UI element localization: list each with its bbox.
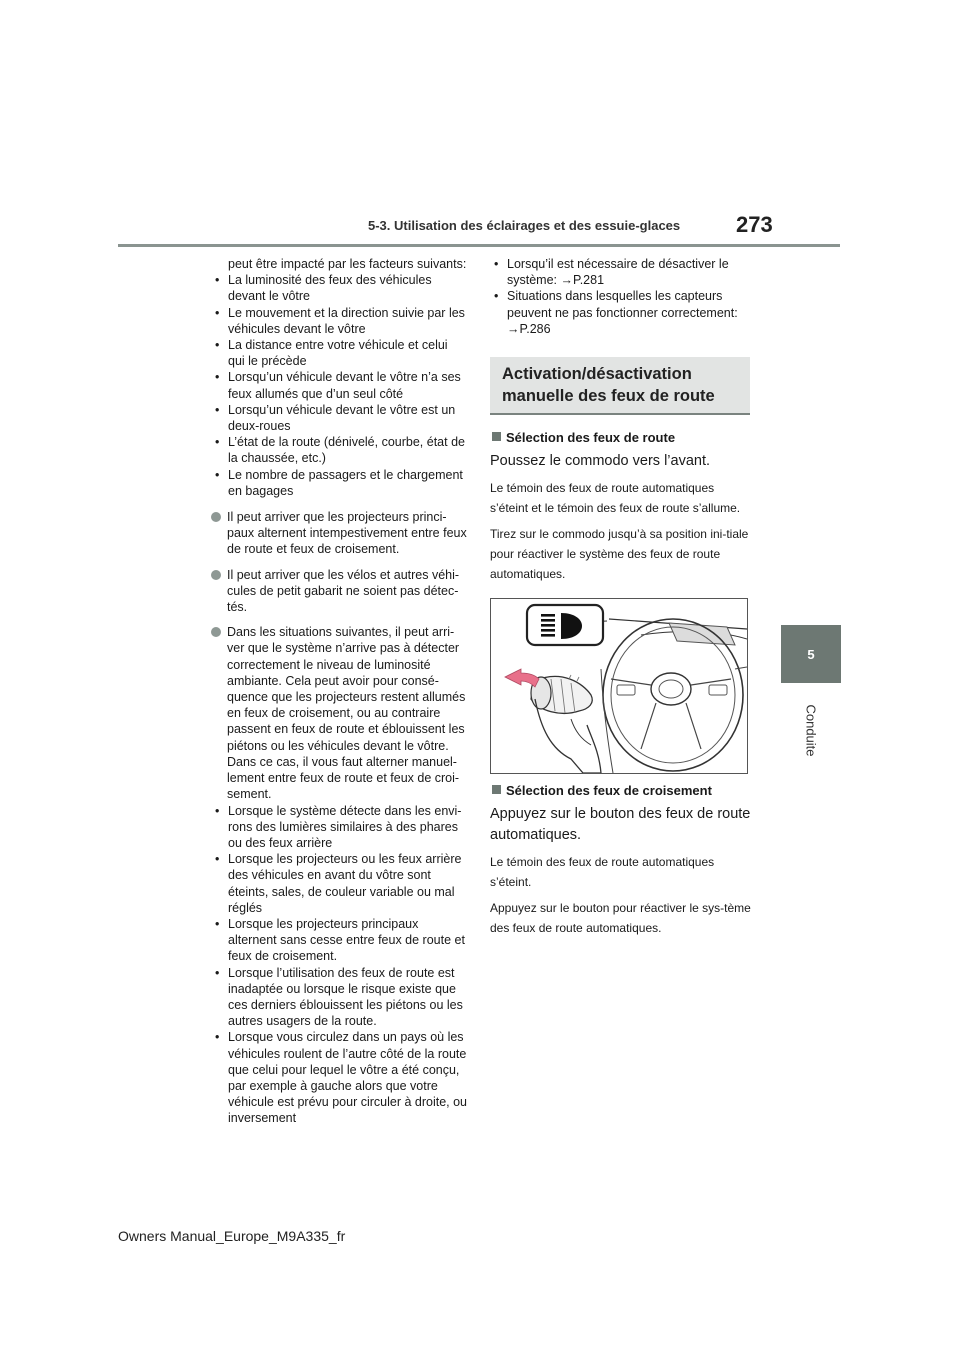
list-item: • Lorsque les projecteurs ou les feux arrière des véhicules en avant du vôtre sont éteints, sales, de couleur variable ou mal réglés (215, 852, 462, 915)
page-number: 273 (736, 212, 773, 237)
list-item: • La luminosité des feux des véhicules devant le vôtre (215, 273, 432, 304)
list-item: • Lorsque les projecteurs principaux alternent sans cesse entre feux de route et feux de croisement. (215, 916, 465, 964)
list-item: • Situations dans lesquelles les capteurs peuvent ne pas fonctionner correctement: →P.286 (494, 289, 738, 336)
chapter-tab (781, 625, 841, 683)
low-beam-text-1: Le témoin des feux de route automatiques s’éteint. (490, 855, 715, 890)
list-item: • La distance entre votre véhicule et celui qui le précède (215, 338, 448, 369)
high-beam-action: Poussez le commodo vers l’avant. (490, 453, 711, 470)
low-beam-text-2: Appuyez sur le bouton pour réactiver le sys-tème des feux de route automatiques. (490, 901, 751, 936)
high-beam-text-1: Le témoin des feux de route automatiques s’éteint et le témoin des feux de route s’allume. (490, 481, 741, 516)
list-item: • Lorsqu’il est nécessaire de désactiver le système: →P.281 (494, 257, 729, 288)
list-item: • Lorsque vous circulez dans un pays où les véhicules roulent de l’autre côté de la route que celui pour lequel le vôtre a été conçu, par exemple à gauche alors que votre véhicule est prévu pour circuler à droite, ou inversement (215, 1030, 468, 1126)
situation-list (211, 803, 467, 1127)
low-beam-action: Appuyez sur le bouton des feux de route automatiques. (490, 806, 751, 844)
high-beam-text-2: Tirez sur le commodo jusqu’à sa position ini-tiale pour réactiver le système des feux de route automatiques. (490, 527, 749, 582)
right-column (490, 256, 752, 938)
circle-bullet-icon (211, 627, 221, 637)
list-item: • Lorsque le système détecte dans les envi-rons des lumières similaires à des phares ou des feux arrière (215, 803, 462, 850)
list-item: • Lorsque l’utilisation des feux de route est inadaptée ou lorsque le risque existe que ces derniers éblouissent les piétons ou les autres usagers de la route. (215, 965, 463, 1029)
list-item: • Lorsqu’un véhicule devant le vôtre est un deux-roues (215, 402, 456, 434)
section-heading-line-1: Activation/désactivation (502, 365, 692, 384)
chapter-label-container (781, 690, 841, 770)
header-rule (118, 244, 840, 247)
left-column (211, 256, 467, 1127)
lever-stalk (531, 675, 592, 713)
footer-doc-id: Owners Manual_Europe_M9A335_fr (118, 1228, 346, 1244)
note-item: Dans les situations suivantes, il peut arri-ver que le système n’arrive pas à détecter correctement le niveau de luminosité ambiante. Cela peut avoir pour consé-quence que les projecteurs restent allumés en feux de croisement, ou au contraire passent en feux de route et éblouissent les piétons ou les véhicules devant le vôtre. Dans ce cas, il vous faut alterner manuel-lement entre feux de route et feux de croi-sement. (211, 624, 467, 802)
square-bullet-icon (492, 785, 501, 794)
push-direction-arrow-icon (505, 669, 539, 687)
list-item: • Lorsqu’un véhicule devant le vôtre n’a ses feux allumés que d’un seul côté (215, 370, 461, 401)
low-beam-heading: Sélection des feux de croisement (490, 782, 752, 799)
section-heading-line-2: manuelle des feux de route (502, 387, 715, 406)
note-item: Il peut arriver que les projecteurs princi-paux alternent intempestivement entre feux de route et feux de croisement. (211, 509, 467, 558)
chapter-label: Conduite (803, 703, 819, 757)
header-section-title: 5-3. Utilisation des éclairages et des essuie-glaces (368, 218, 681, 233)
section-heading (490, 357, 750, 415)
intro-text: peut être impacté par les facteurs suivants: (228, 257, 467, 271)
list-item: • Le nombre de passagers et le chargement en bagages (215, 467, 463, 498)
square-bullet-icon (492, 432, 501, 441)
circle-bullet-icon (211, 512, 221, 522)
steering-column-lever-illustration (490, 598, 748, 774)
note-item: Il peut arriver que les vélos et autres véhi-cules de petit gabarit ne soient pas détec-tés. (211, 567, 467, 616)
list-item: • L’état de la route (dénivelé, courbe, état de la chaussée, etc.) (215, 435, 465, 466)
circle-bullet-icon (211, 570, 221, 580)
factor-list (211, 272, 467, 499)
chapter-number: 5 (807, 646, 815, 662)
high-beam-heading: Sélection des feux de route (490, 429, 752, 446)
list-item: • Le mouvement et la direction suivie par les véhicules devant le vôtre (215, 305, 465, 336)
